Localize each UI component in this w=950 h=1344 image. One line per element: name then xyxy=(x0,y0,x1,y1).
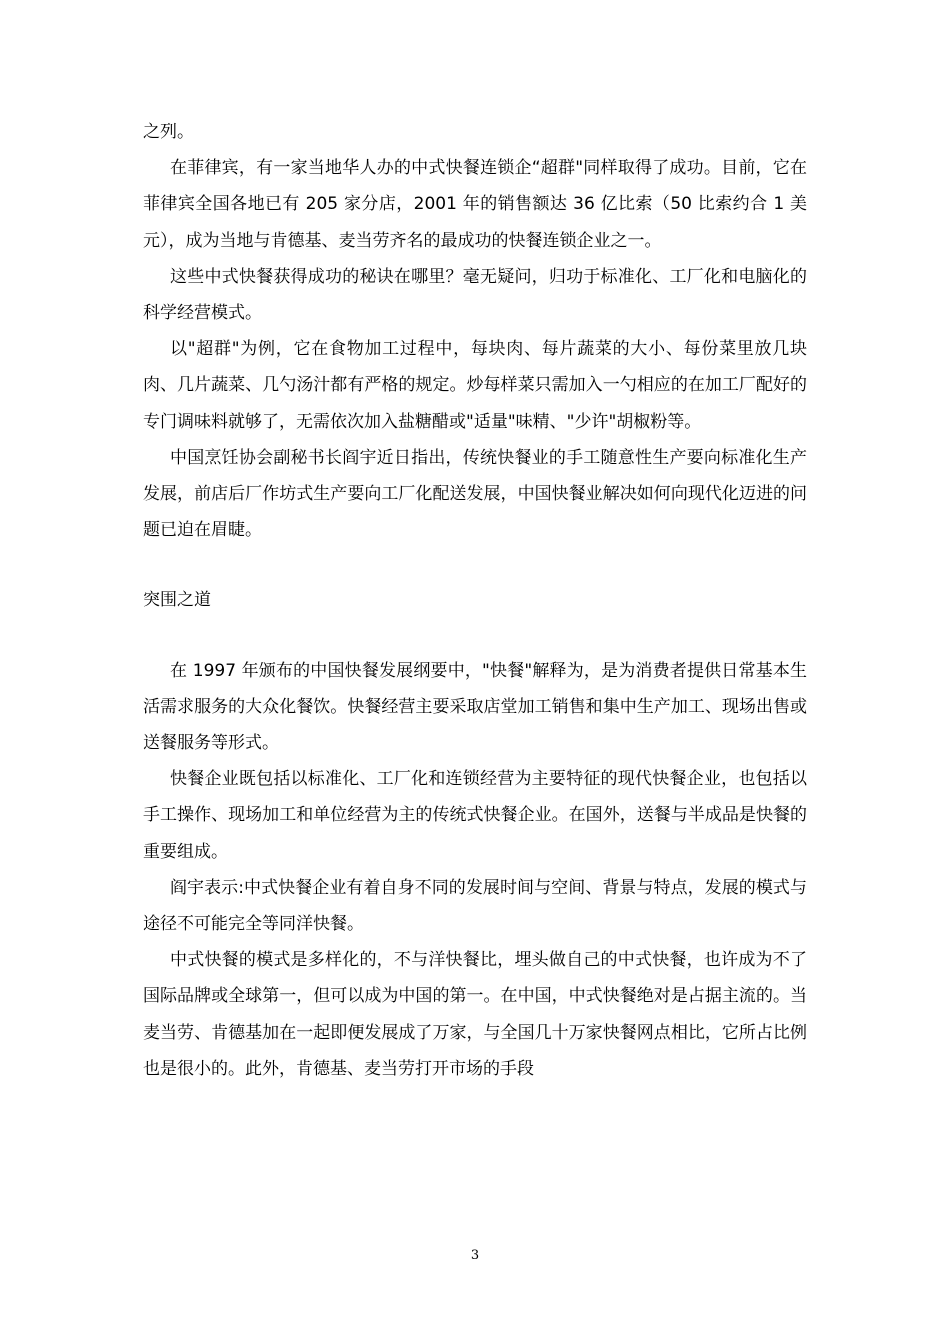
paragraph-fastfood-definition: 在 1997 年颁布的中国快餐发展纲要中，"快餐"解释为，是为消费者提供日常基本生活需求服务的大众化餐饮。快餐经营主要采取店堂加工销售和集中生产加工、现场出售或送餐服务等形式。 xyxy=(143,660,807,754)
section-heading: 突围之道 xyxy=(143,590,211,611)
spacer xyxy=(143,548,807,582)
page-number: 3 xyxy=(470,1248,480,1263)
spacer xyxy=(143,619,807,653)
paragraph-yanyu-model: 阎宇表示:中式快餐企业有着自身不同的发展时间与空间、背景与特点，发展的模式与途径不可能完全等同洋快餐。 xyxy=(143,877,807,935)
paragraph-chaoqun-example: 以"超群"为例，它在食物加工过程中，每块肉、每片蔬菜的大小、每份菜里放几块肉、几片蔬菜、几勺汤汁都有严格的规定。炒每样菜只需加入一勺相应的在加工厂配好的专门调味料就够了，无需依次加入盐糖醋或"适量"味精、"少许"胡椒粉等。 xyxy=(143,339,807,432)
paragraph-continuation: 之列。 xyxy=(143,122,194,142)
paragraph-success-secret: 这些中式快餐获得成功的秘诀在哪里？毫无疑问，归功于标准化、工厂化和电脑化的科学经营模式。 xyxy=(143,266,807,324)
document-body xyxy=(143,114,807,1087)
paragraph-yanyu-statement: 中国烹饪协会副秘书长阎宇近日指出，传统快餐业的手工随意性生产要向标准化生产发展，前店后厂作坊式生产要向工厂化配送发展，中国快餐业解决如何向现代化迈进的问题已迫在眉睫。 xyxy=(143,447,807,541)
paragraph-chaoqun-success: 在菲律宾，有一家当地华人办的中式快餐连锁企“超群"同样取得了成功。目前，它在菲律宾全国各地已有 205 家分店，2001 年的销售额达 36 亿比索（50 比索约合 1 美元），成为当地与肯德基、麦当劳齐名的最成功的快餐连锁企业之一。 xyxy=(143,158,807,251)
paragraph-fastfood-types: 快餐企业既包括以标准化、工厂化和连锁经营为主要特征的现代快餐企业，也包括以手工操作、现场加工和单位经营为主的传统式快餐企业。在国外，送餐与半成品是快餐的重要组成。 xyxy=(143,769,807,862)
paragraph-chinese-fastfood-model: 中式快餐的模式是多样化的，不与洋快餐比，埋头做自己的中式快餐，也许成为不了国际品牌或全球第一，但可以成为中国的第一。在中国，中式快餐绝对是占据主流的。当麦当劳、肯德基加在一起即便发展成了万家，与全国几十万家快餐网点相比，它所占比例也是很小的。此外，肯德基、麦当劳打开市场的手段 xyxy=(143,950,807,1079)
